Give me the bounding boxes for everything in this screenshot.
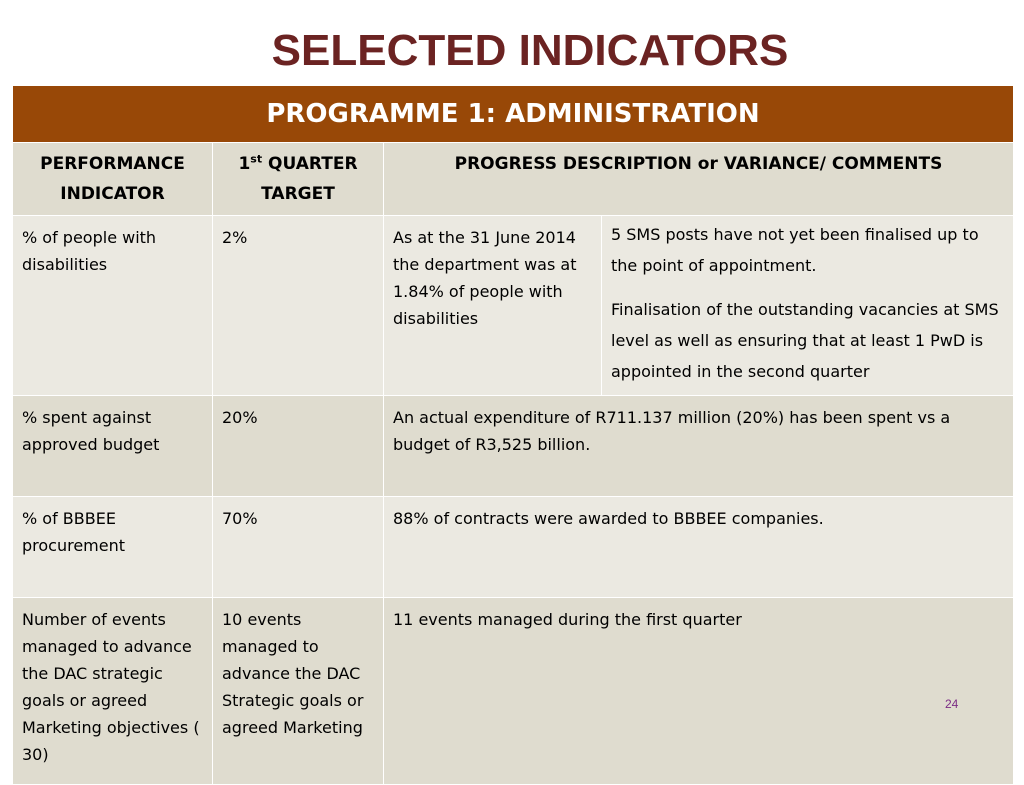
progress-cell: 11 events managed during the first quarter <box>384 598 1014 785</box>
table-row <box>13 396 1014 497</box>
page-number: 24 <box>945 697 959 711</box>
slide-title: SELECTED INDICATORS <box>271 26 789 75</box>
indicators-table <box>12 85 1014 785</box>
progress-cell: 88% of contracts were awarded to BBBEE companies. <box>384 497 1014 598</box>
indicator-cell: Number of events managed to advance the DAC strategic goals or agreed Marketing objectives ( 30) <box>13 598 213 785</box>
table-row <box>13 216 1014 396</box>
indicator-cell: % of BBBEE procurement <box>13 497 213 598</box>
header-row <box>13 143 1014 216</box>
target-cell: 10 events managed to advance the DAC Strategic goals or agreed Marketing <box>213 598 384 785</box>
target-cell: 2% <box>213 216 384 396</box>
target-cell: 20% <box>213 396 384 497</box>
programme-banner-row <box>13 86 1014 143</box>
header-target-sup: st <box>250 152 263 166</box>
header-target-prefix: 1 <box>238 154 251 174</box>
header-performance-indicator: PERFORMANCE INDICATOR <box>13 143 213 216</box>
table-row <box>13 497 1014 598</box>
target-cell: 70% <box>213 497 384 598</box>
header-quarter-target <box>213 143 384 216</box>
comments-cell <box>602 216 1014 396</box>
table-row <box>13 598 1014 785</box>
header-target-rest: QUARTER TARGET <box>261 154 358 204</box>
comment-text: 5 SMS posts have not yet been finalised up to the point of appointment. <box>611 225 979 275</box>
comment-text: Finalisation of the outstanding vacancies at SMS level as well as ensuring that at least 1 PwD is appointed in the second quarter <box>611 300 999 381</box>
indicator-cell: % spent against approved budget <box>13 396 213 497</box>
programme-banner: PROGRAMME 1: ADMINISTRATION <box>13 86 1014 143</box>
progress-cell: An actual expenditure of R711.137 million (20%) has been spent vs a budget of R3,525 billion. <box>384 396 1014 497</box>
indicator-cell: % of people with disabilities <box>13 216 213 396</box>
header-progress-description: PROGRESS DESCRIPTION or VARIANCE/ COMMENTS <box>384 143 1014 216</box>
progress-cell: As at the 31 June 2014 the department was at 1.84% of people with disabilities <box>384 216 602 396</box>
